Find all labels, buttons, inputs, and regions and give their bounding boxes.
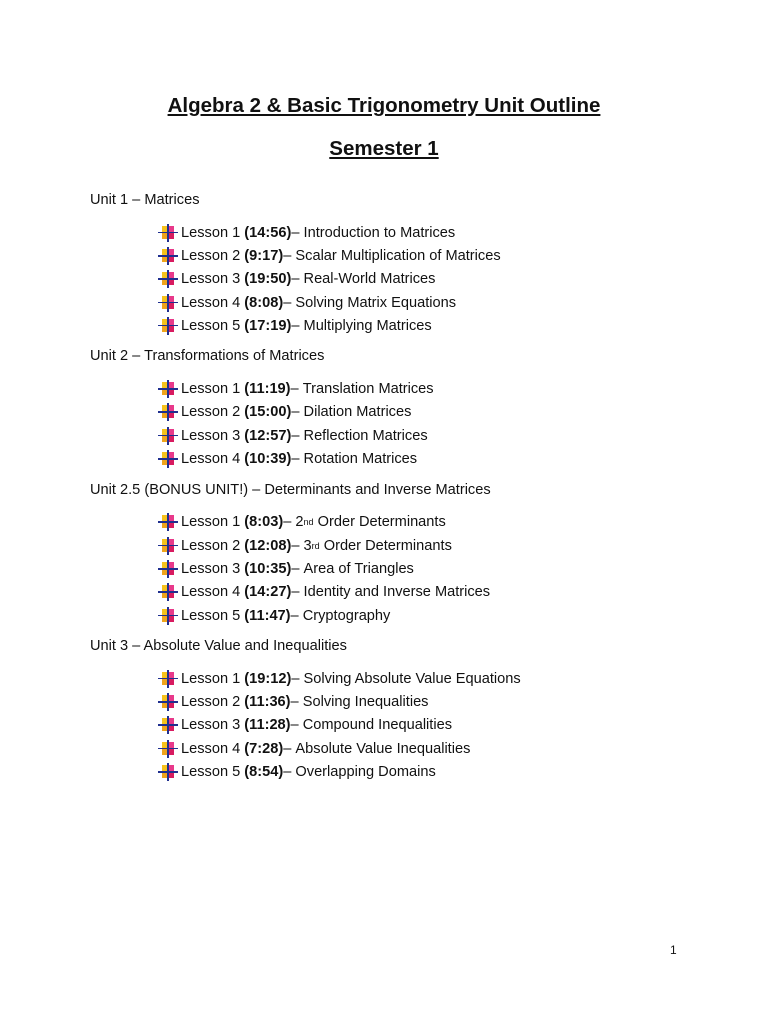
lesson-list: [90, 667, 730, 783]
lesson-item: [158, 690, 730, 713]
lesson-topic: Compound Inequalities: [302, 717, 453, 734]
lesson-list: [90, 511, 730, 627]
lesson-label: Lesson 5: [181, 607, 241, 624]
lesson-label: Lesson 1: [181, 514, 241, 531]
page-title: Algebra 2 & Basic Trigonometry Unit Outline: [167, 94, 601, 117]
lesson-list: [90, 377, 730, 470]
four-color-cross-bullet-icon: [158, 670, 178, 688]
lesson-label: Lesson 4: [181, 584, 241, 601]
lesson-topic: Rotation Matrices: [303, 451, 418, 468]
lesson-label: Lesson 2: [181, 247, 241, 264]
lesson-topic: Dilation Matrices: [303, 404, 412, 421]
lesson-duration: (15:00): [244, 404, 292, 421]
lesson-separator: –: [291, 404, 300, 421]
four-color-cross-bullet-icon: [158, 763, 178, 781]
lesson-item: [158, 581, 730, 604]
lesson-duration: (11:47): [244, 607, 291, 624]
lesson-topic: Overlapping Domains: [295, 763, 436, 780]
four-color-cross-bullet-icon: [158, 537, 178, 555]
lesson-item: [158, 667, 730, 690]
lesson-duration: (11:36): [244, 694, 291, 711]
lesson-topic: Solving Inequalities: [302, 694, 429, 711]
lesson-label: Lesson 3: [181, 427, 241, 444]
lesson-label: Lesson 4: [181, 451, 241, 468]
ordinal-number: 3: [303, 537, 312, 554]
lesson-item: [158, 604, 730, 627]
lesson-duration: (11:28): [244, 717, 291, 734]
lesson-separator: –: [283, 247, 292, 264]
four-color-cross-bullet-icon: [158, 693, 178, 711]
lesson-list: [90, 221, 730, 337]
four-color-cross-bullet-icon: [158, 513, 178, 531]
ordinal-suffix: rd: [311, 540, 320, 551]
lesson-separator: –: [291, 560, 300, 577]
lesson-separator: –: [291, 451, 300, 468]
four-color-cross-bullet-icon: [158, 403, 178, 421]
four-color-cross-bullet-icon: [158, 427, 178, 445]
lesson-topic: Scalar Multiplication of Matrices: [295, 247, 501, 264]
lesson-item: [158, 737, 730, 760]
lesson-topic: Area of Triangles: [303, 560, 414, 577]
lesson-topic: Solving Absolute Value Equations: [303, 670, 521, 687]
unit-section: [90, 189, 730, 337]
lesson-item: [158, 714, 730, 737]
lesson-item: [158, 557, 730, 580]
lesson-separator: –: [291, 224, 300, 241]
lesson-separator: –: [283, 294, 292, 311]
unit-title: Unit 2 – Transformations of Matrices: [90, 348, 325, 365]
lesson-duration: (8:54): [244, 763, 284, 780]
lesson-duration: (19:50): [244, 271, 292, 288]
lesson-topic: Reflection Matrices: [303, 427, 428, 444]
lesson-separator: –: [290, 607, 299, 624]
lesson-topic: Order Determinants: [323, 537, 452, 554]
lesson-separator: –: [291, 537, 300, 554]
lesson-label: Lesson 3: [181, 560, 241, 577]
lesson-separator: –: [283, 763, 292, 780]
lesson-separator: –: [290, 694, 299, 711]
lesson-label: Lesson 4: [181, 740, 241, 757]
lesson-separator: –: [283, 514, 292, 531]
unit-section: [90, 345, 730, 470]
four-color-cross-bullet-icon: [158, 583, 178, 601]
lesson-topic: Cryptography: [302, 607, 391, 624]
ordinal-suffix: nd: [303, 517, 314, 528]
four-color-cross-bullet-icon: [158, 716, 178, 734]
page-number: 1: [670, 943, 677, 957]
lesson-item: [158, 221, 730, 244]
four-color-cross-bullet-icon: [158, 607, 178, 625]
lesson-item: [158, 377, 730, 400]
four-color-cross-bullet-icon: [158, 380, 178, 398]
lesson-item: [158, 424, 730, 447]
lesson-topic: Real-World Matrices: [303, 271, 436, 288]
lesson-separator: –: [291, 584, 300, 601]
lesson-duration: (10:35): [244, 560, 292, 577]
lesson-duration: (9:17): [244, 247, 284, 264]
lesson-item: [158, 760, 730, 783]
four-color-cross-bullet-icon: [158, 317, 178, 335]
lesson-duration: (12:08): [244, 537, 292, 554]
lesson-item: [158, 401, 730, 424]
four-color-cross-bullet-icon: [158, 270, 178, 288]
lesson-item: [158, 314, 730, 337]
lesson-label: Lesson 2: [181, 404, 241, 421]
lesson-duration: (14:56): [244, 224, 292, 241]
lesson-label: Lesson 5: [181, 317, 241, 334]
lesson-separator: –: [291, 670, 300, 687]
lesson-topic: Solving Matrix Equations: [295, 294, 457, 311]
four-color-cross-bullet-icon: [158, 247, 178, 265]
lesson-label: Lesson 3: [181, 717, 241, 734]
unit-title: Unit 1 – Matrices: [90, 192, 200, 208]
lesson-topic: Identity and Inverse Matrices: [303, 584, 491, 601]
lesson-separator: –: [291, 427, 300, 444]
four-color-cross-bullet-icon: [158, 450, 178, 468]
lesson-item: [158, 447, 730, 470]
lesson-duration: (11:19): [244, 381, 291, 398]
lesson-separator: –: [290, 717, 299, 734]
lesson-label: Lesson 1: [181, 670, 241, 687]
lesson-duration: (19:12): [244, 670, 292, 687]
four-color-cross-bullet-icon: [158, 560, 178, 578]
lesson-duration: (8:03): [244, 514, 284, 531]
unit-section: [90, 479, 730, 627]
lesson-item: [158, 291, 730, 314]
unit-section: [90, 635, 730, 783]
lesson-label: Lesson 3: [181, 271, 241, 288]
lesson-topic: Absolute Value Inequalities: [295, 740, 471, 757]
lesson-separator: –: [290, 381, 299, 398]
lesson-item: [158, 534, 730, 557]
lesson-label: Lesson 2: [181, 537, 241, 554]
lesson-separator: –: [291, 271, 300, 288]
lesson-topic: Order Determinants: [317, 514, 446, 531]
lesson-label: Lesson 1: [181, 381, 241, 398]
lesson-duration: (7:28): [244, 740, 284, 757]
unit-title: Unit 2.5 (BONUS UNIT!) – Determinants and Inverse Matrices: [90, 481, 491, 498]
lesson-duration: (17:19): [244, 317, 292, 334]
lesson-separator: –: [283, 740, 292, 757]
ordinal-number: 2: [295, 514, 304, 531]
lesson-item: [158, 268, 730, 291]
lesson-topic: Translation Matrices: [302, 381, 434, 398]
lesson-duration: (10:39): [244, 451, 292, 468]
lesson-topic: Introduction to Matrices: [303, 224, 456, 241]
lesson-duration: (8:08): [244, 294, 284, 311]
lesson-label: Lesson 2: [181, 694, 241, 711]
lesson-label: Lesson 4: [181, 294, 241, 311]
lesson-label: Lesson 5: [181, 763, 241, 780]
four-color-cross-bullet-icon: [158, 740, 178, 758]
four-color-cross-bullet-icon: [158, 224, 178, 242]
lesson-separator: –: [291, 317, 300, 334]
lesson-duration: (12:57): [244, 427, 292, 444]
lesson-duration: (14:27): [244, 584, 292, 601]
unit-outline: [90, 189, 730, 792]
lesson-label: Lesson 1: [181, 224, 241, 241]
unit-title: Unit 3 – Absolute Value and Inequalities: [90, 638, 347, 655]
lesson-item: [158, 511, 730, 534]
four-color-cross-bullet-icon: [158, 294, 178, 312]
lesson-topic: Multiplying Matrices: [303, 317, 432, 334]
lesson-item: [158, 244, 730, 267]
page-subtitle: Semester 1: [329, 137, 439, 160]
